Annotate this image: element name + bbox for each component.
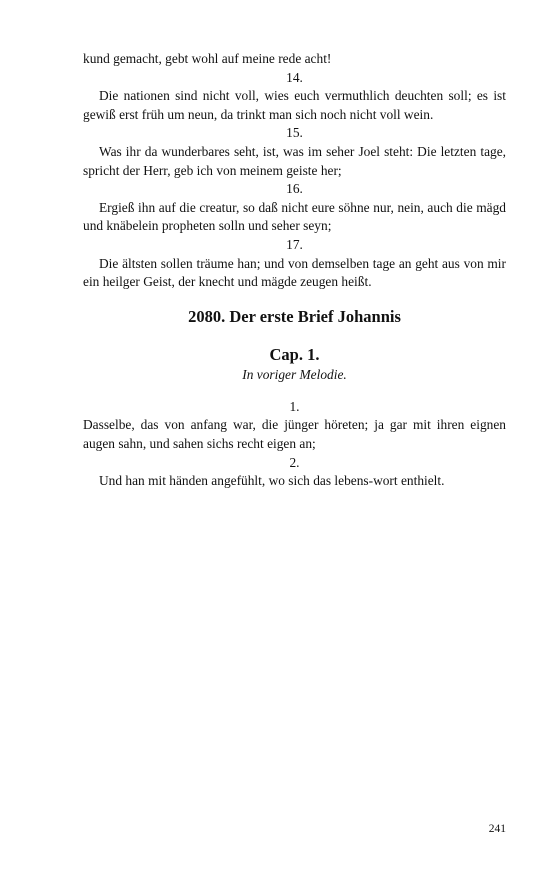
page-number: 241 xyxy=(488,823,506,835)
verse-number: 16. xyxy=(286,181,303,197)
carryover-line: kund gemacht, gebt wohl auf meine rede acht! xyxy=(83,51,332,66)
hymn-title: 2080. Der erste Brief Johannis xyxy=(188,306,401,326)
verse-text: Ergieß ihn auf die creatur, so daß nicht eure söhne nur, nein, auch die mägd und knäbelein propheten solln und seher seyn; xyxy=(83,199,506,234)
verse-text: Die nationen sind nicht voll, wies euch vermuthlich deuchten soll; es ist gewiß erst früh um neun, da trinkt man sich noch nicht voll wein. xyxy=(83,88,506,122)
verse-number: 2. xyxy=(289,454,300,470)
melody-note: In voriger Melodie. xyxy=(242,366,347,382)
chapter-heading: Cap. 1. xyxy=(269,344,320,364)
page-body xyxy=(83,50,506,491)
verse-text: Was ihr da wunderbares seht, ist, was im seher Joel steht: Die letzten tage, spricht der Herr, geb ich von meinem geiste her; xyxy=(83,143,506,178)
verse-number: 14. xyxy=(286,69,303,85)
verse-text: Die ältsten sollen träume han; und von demselben tage an geht aus von mir ein heilger Geist, der knecht und mägde zeugen heißt. xyxy=(83,255,506,290)
verse-text: Und han mit händen angefühlt, wo sich das lebens-wort enthielt. xyxy=(99,473,445,489)
verse-number: 1. xyxy=(289,398,300,414)
verse-number: 15. xyxy=(286,125,303,141)
verse-text: Dasselbe, das von anfang war, die jünger höreten; ja gar mit ihren eignen augen sahn, und sahen sichs recht eigen an; xyxy=(83,417,506,451)
verse-number: 17. xyxy=(286,236,303,252)
